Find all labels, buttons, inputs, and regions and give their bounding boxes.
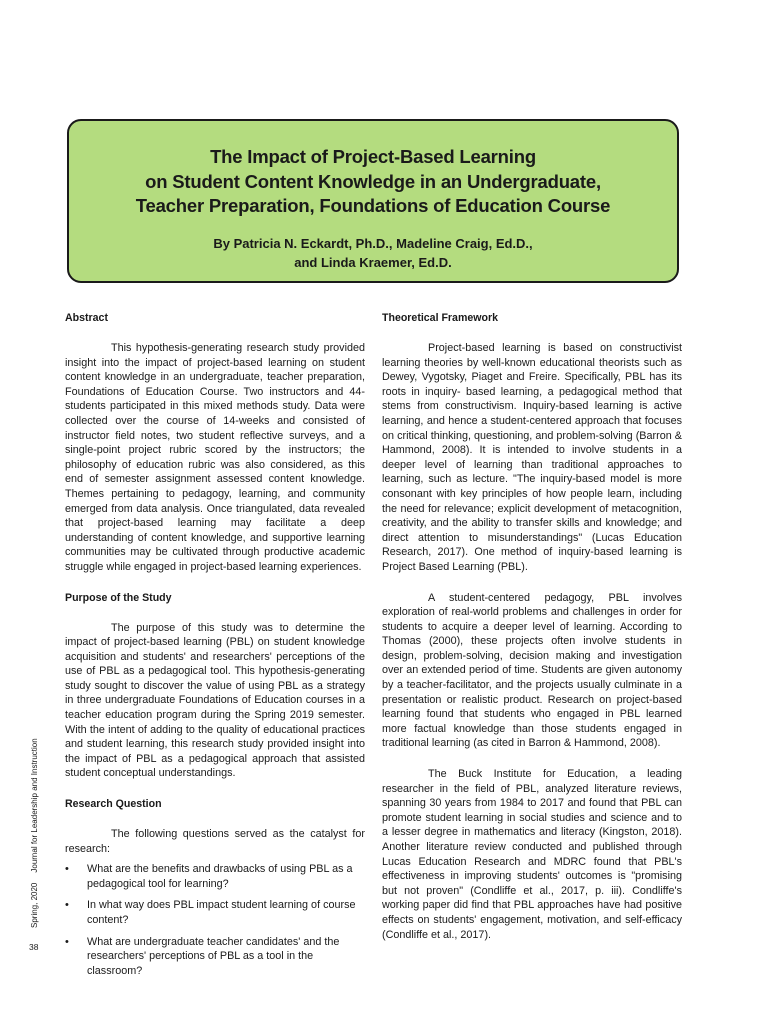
left-column — [65, 311, 365, 985]
right-column — [382, 311, 682, 958]
bullet-icon: • — [65, 935, 69, 948]
issue-date: Spring, 2020 — [30, 882, 39, 928]
title-line: on Student Content Knowledge in an Undergraduate, — [145, 170, 601, 192]
article-title — [69, 145, 677, 219]
question-text: What are the benefits and drawbacks of using PBL as a pedagogical tool for learning? — [87, 863, 353, 890]
body-paragraph: A student-centered pedagogy, PBL involves exploration of real-world problems and challenges in order for students to acquire a deeper level of learning. According to Thomas (2000), these projects often involve students in design, problem-solving, decision making and investigation over an extended period of time. Students are given autonomy by a teacher-facilitator, and the projects usually culminate in a presentation or realistic product. Research on project-based learning found that students who engaged in PBL learned more factual knowledge than those students engaged in traditional learning (as cited in Barron & Hammond, 2008). — [382, 591, 682, 750]
journal-running-footer — [30, 738, 39, 928]
page-number: 38 — [29, 942, 39, 952]
research-question-intro: The following questions served as the catalyst for research: — [65, 828, 365, 855]
question-text: In what way does PBL impact student learning of course content? — [87, 899, 356, 926]
title-line: The Impact of Project-Based Learning — [210, 146, 536, 167]
author-byline — [69, 235, 677, 272]
theoretical-framework-heading: Theoretical Framework — [382, 312, 498, 324]
abstract-heading: Abstract — [65, 312, 108, 324]
journal-name: Journal for Leadership and Instruction — [30, 738, 39, 873]
question-text: What are undergraduate teacher candidates' and the researchers' perceptions of PBL as a tool in the classroom? — [87, 935, 340, 977]
title-box — [67, 119, 679, 283]
body-paragraph: The Buck Institute for Education, a leading researcher in the field of PBL, analyzed literature reviews, spanning 30 years from 1984 to 2017 and found that PBL can promote student learning in social studies and science and to a lesser degree in mathematics and literacy (Kingston, 2018). Another literature review conducted and published through Lucas Education Research and MDRC found that PBL's effectiveness in improving students' outcomes is "promising but not proven" (Condliffe et al., 2017, p. iii). Condliffe's working paper did find that PBL approaches have had positive effects on students' engagement, motivation, and self-efficacy (Condliffe et al., 2017). — [382, 768, 682, 941]
bullet-icon: • — [65, 863, 69, 876]
purpose-heading: Purpose of the Study — [65, 591, 172, 604]
title-line: Teacher Preparation, Foundations of Education Course — [135, 195, 611, 216]
author-line: and Linda Kraemer, Ed.D. — [294, 254, 452, 270]
body-paragraph: Project-based learning is based on constructivist learning theories by well-known educational theorists such as Dewey, Vygotsky, Piaget and Freire. Specifically, PBL has its roots in inquiry- based learning, a pedagogical method that stems from constructivism. Inquiry-based learning is active learning, and hence a student-centered approach that focuses on critical thinking, questioning, and problem-solving (Barron & Hammond, 2008). It is intended to involve students in a deeper level of learning than traditional approaches to learning, such as lecture. "The inquiry-based model is more consonant with key principles of how people learn, including the need for relevance; explicit development of metacognition, creativity, and the ability to transfer skills and knowledge; and direct attention to misunderstandings" (Lucas Education Research, 2017). One method of inquiry-based learning is Project Based Learning (PBL). — [382, 342, 682, 573]
research-question-heading: Research Question — [65, 798, 162, 811]
bullet-icon: • — [65, 899, 69, 912]
list-item — [65, 898, 365, 927]
abstract-text: This hypothesis-generating research study provided insight into the impact of project-based learning on student content knowledge in an undergraduate, teacher preparation, Foundations of Education Course. Two instructors and 44-students participated in this mixed methods study. Data were collected over the course of 14-weeks and consisted of instructor field notes, two student reflective surveys, and a single-point project rubric scored by the instructors; the philosophy of education rubric was also considered, as this end of semester assignment assessed content knowledge. Themes pertaining to pedagogy, learning, and community emerged from data analysis. Once triangulated, data revealed that project-based learning may facilitate a deep understanding of content knowledge, and supportive learning communities may be cultivated through productive academic struggle while engaged in project-based learning experiences. — [65, 342, 365, 573]
author-line: By Patricia N. Eckardt, Ph.D., Madeline Craig, Ed.D., — [213, 236, 533, 251]
list-item — [65, 935, 365, 979]
purpose-text: The purpose of this study was to determine the impact of project-based learning (PBL) on student knowledge acquisition and students' and researchers' perceptions of the use of PBL as a pedagogical tool. This hypothesis-generating study sought to discover the value of using PBL as a strategy in three undergraduate Foundations of Education courses in a teacher education program during the Spring 2019 semester. With the intent of adding to the quality of educational practices and student learning, this research study provided insight into the impact of PBL as a pedagogical approach that assisted student conceptual understandings. — [65, 621, 365, 780]
list-item — [65, 862, 365, 891]
research-question-list — [65, 862, 365, 978]
